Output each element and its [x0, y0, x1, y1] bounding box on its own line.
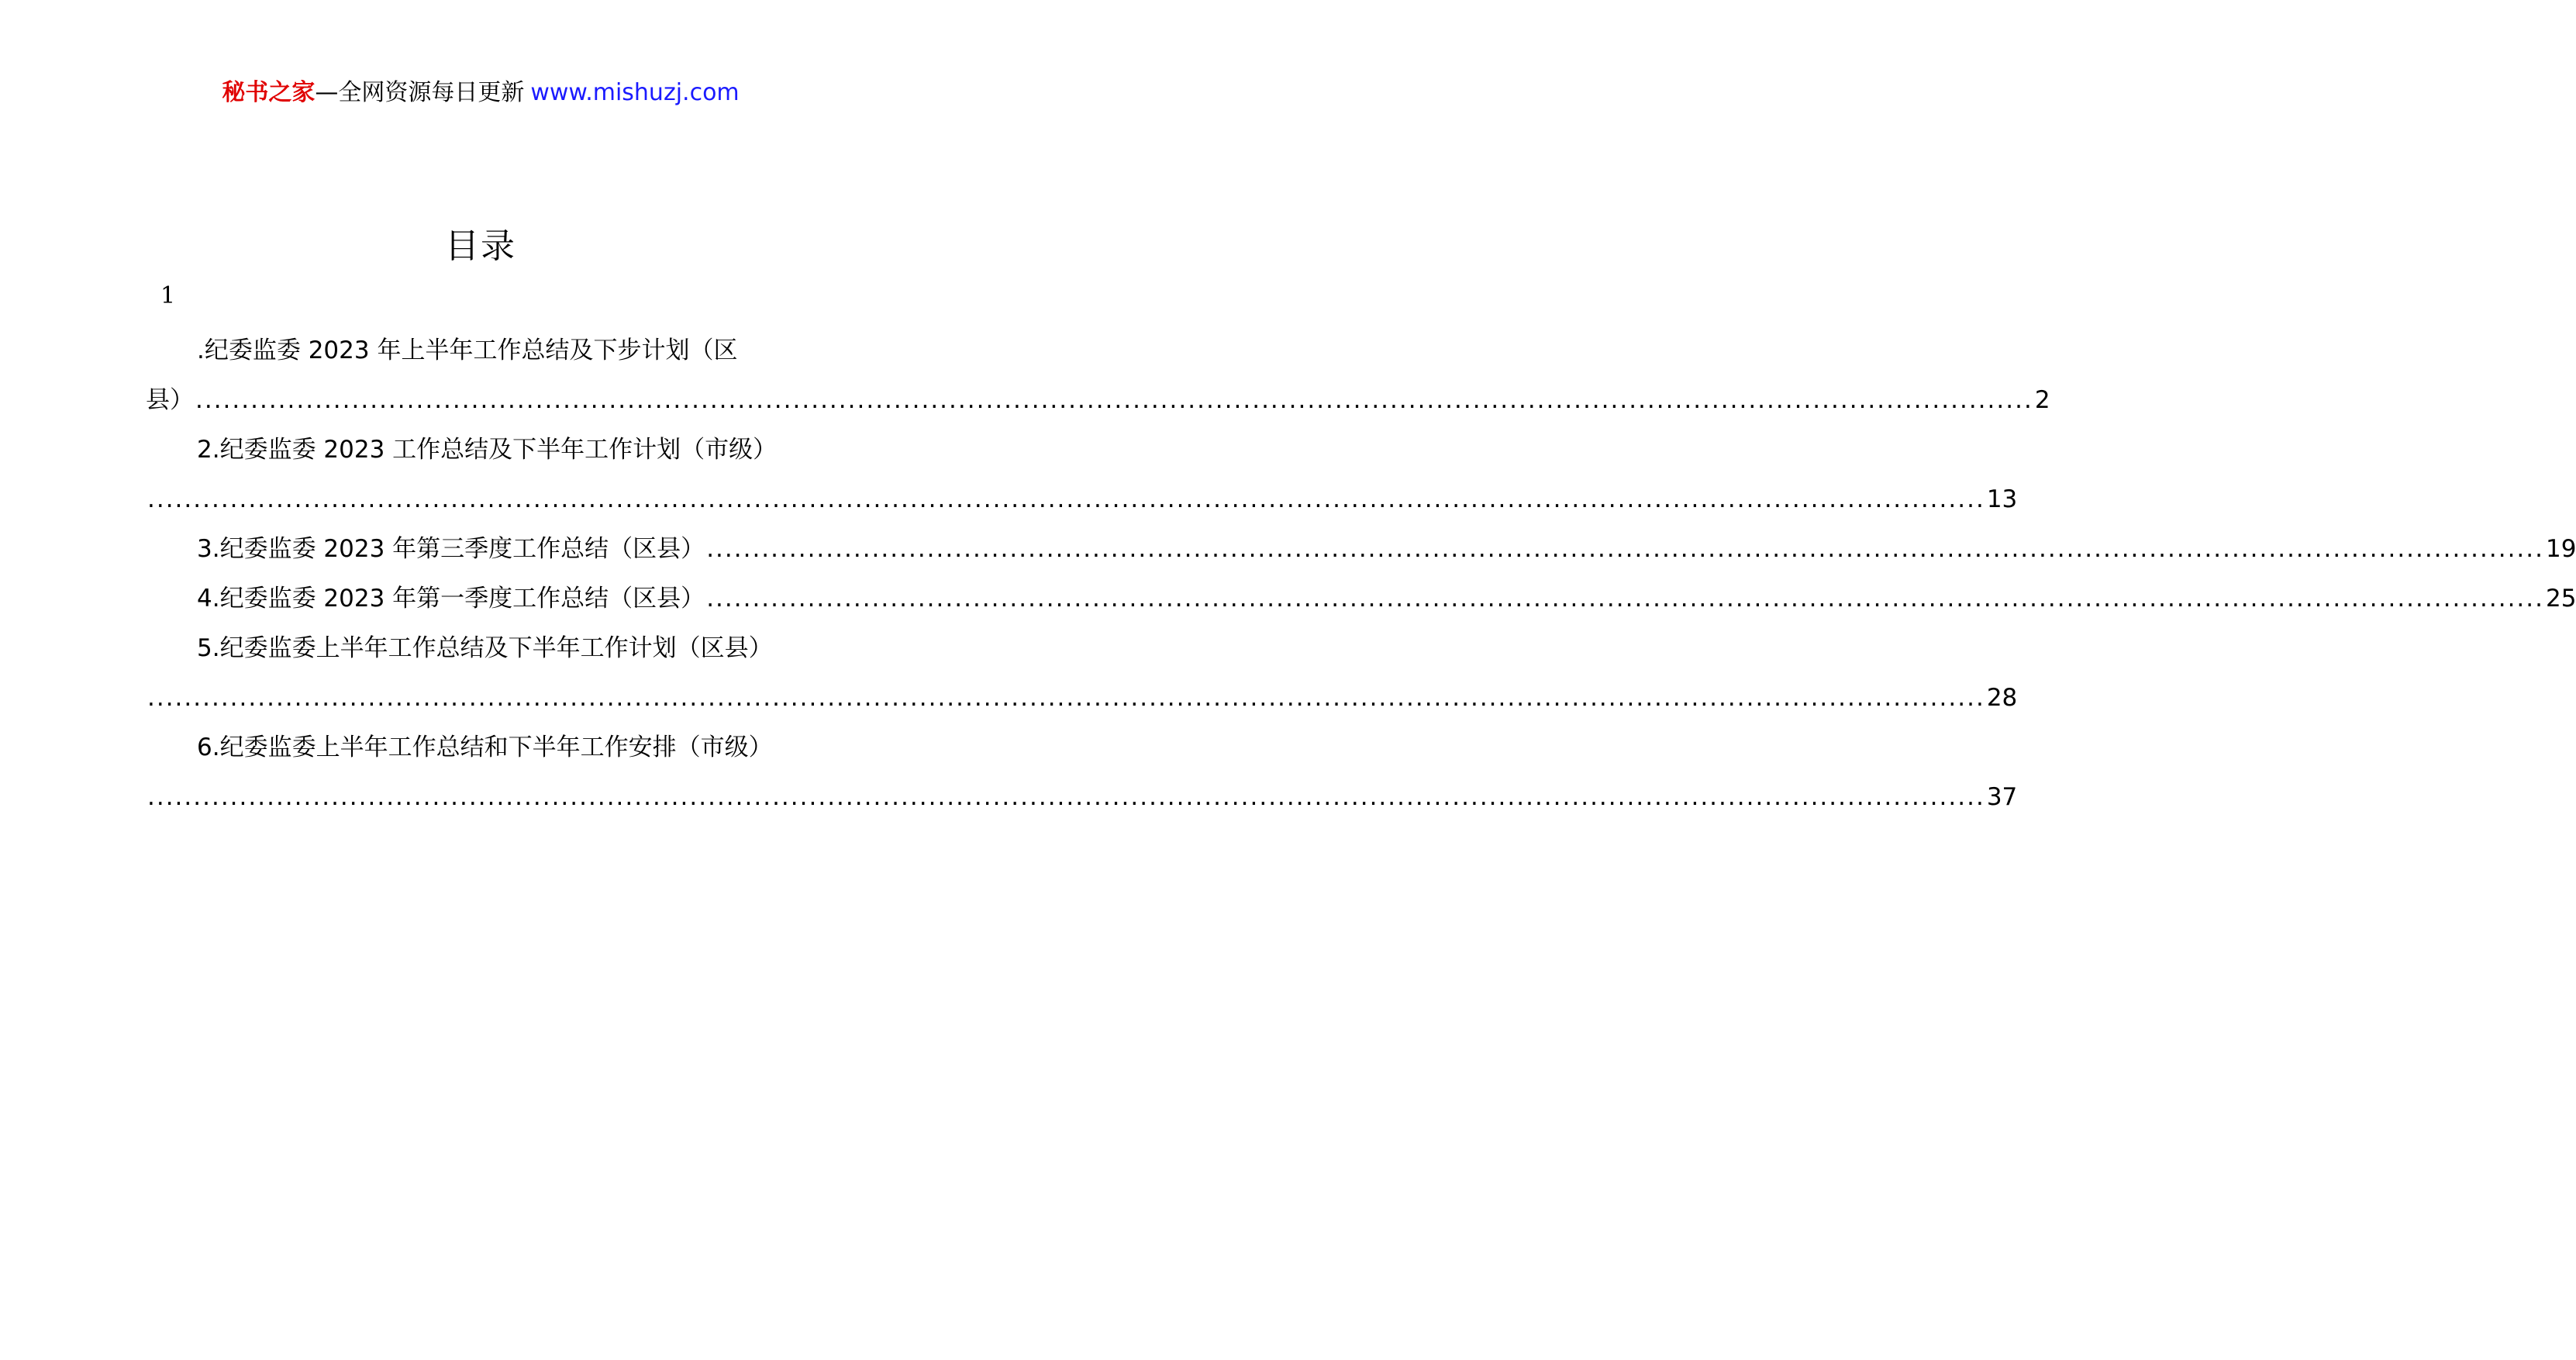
dot-leader: ........................................................................................................................................................................................................ [195, 386, 2033, 414]
toc-entry-1-page: 2 [2034, 386, 2050, 414]
toc-entry-5-line2[interactable] [146, 673, 2018, 723]
toc-entry-2-line1[interactable] [146, 425, 812, 475]
page-title: 目录 [445, 226, 516, 266]
toc-entry-3[interactable] [146, 524, 2576, 574]
site-url-link[interactable]: www.mishuzj.com [530, 79, 740, 106]
dot-leader: ........................................................................................................................................................................................................ [147, 783, 1985, 811]
dot-leader: ........................................................................................................................................................................................................ [147, 684, 1985, 712]
toc-entry-4-page: 25 [2546, 585, 2576, 613]
toc-entry-5-line1[interactable] [146, 623, 812, 673]
toc-entry-6-line1[interactable] [146, 723, 812, 772]
dot-leader: ........................................................................................................................................................................................................ [706, 585, 2544, 613]
toc-entry-1-line2[interactable] [146, 375, 2050, 425]
toc-entry-2-page: 13 [1986, 485, 2018, 513]
dot-leader: ........................................................................................................................................................................................................ [147, 485, 1985, 513]
toc-entry-3-title: 3.纪委监委 2023 年第三季度工作总结（区县） [197, 535, 705, 563]
stray-list-number: 1 [160, 282, 176, 309]
toc-entry-1-title-cont: 县） [146, 386, 194, 414]
dot-leader: ........................................................................................................................................................................................................ [706, 535, 2544, 563]
toc-entry-2-line2[interactable] [146, 475, 2018, 524]
header-tagline: —全网资源每日更新 [315, 79, 525, 106]
page-header [0, 78, 961, 109]
toc-entry-6-line2[interactable] [146, 772, 2018, 822]
toc-entry-5-title: 5.纪委监委上半年工作总结及下半年工作计划（区县） [197, 634, 773, 662]
toc-entry-6-title: 6.纪委监委上半年工作总结和下半年工作安排（市级） [197, 734, 773, 761]
toc-entry-3-page: 19 [2546, 535, 2576, 563]
brand-name: 秘书之家 [222, 79, 316, 106]
toc-entry-4-title: 4.纪委监委 2023 年第一季度工作总结（区县） [197, 585, 705, 613]
toc-entry-1-title: .纪委监委 2023 年上半年工作总结及下步计划（区 [197, 337, 738, 364]
toc-entry-5-page: 28 [1986, 684, 2018, 712]
toc-entry-2-title: 2.纪委监委 2023 工作总结及下半年工作计划（市级） [197, 436, 778, 464]
toc-entry-4[interactable] [146, 574, 2576, 623]
toc-entry-1-line1[interactable] [146, 326, 812, 375]
toc-entry-6-page: 37 [1986, 783, 2018, 811]
table-of-contents [146, 326, 2576, 822]
